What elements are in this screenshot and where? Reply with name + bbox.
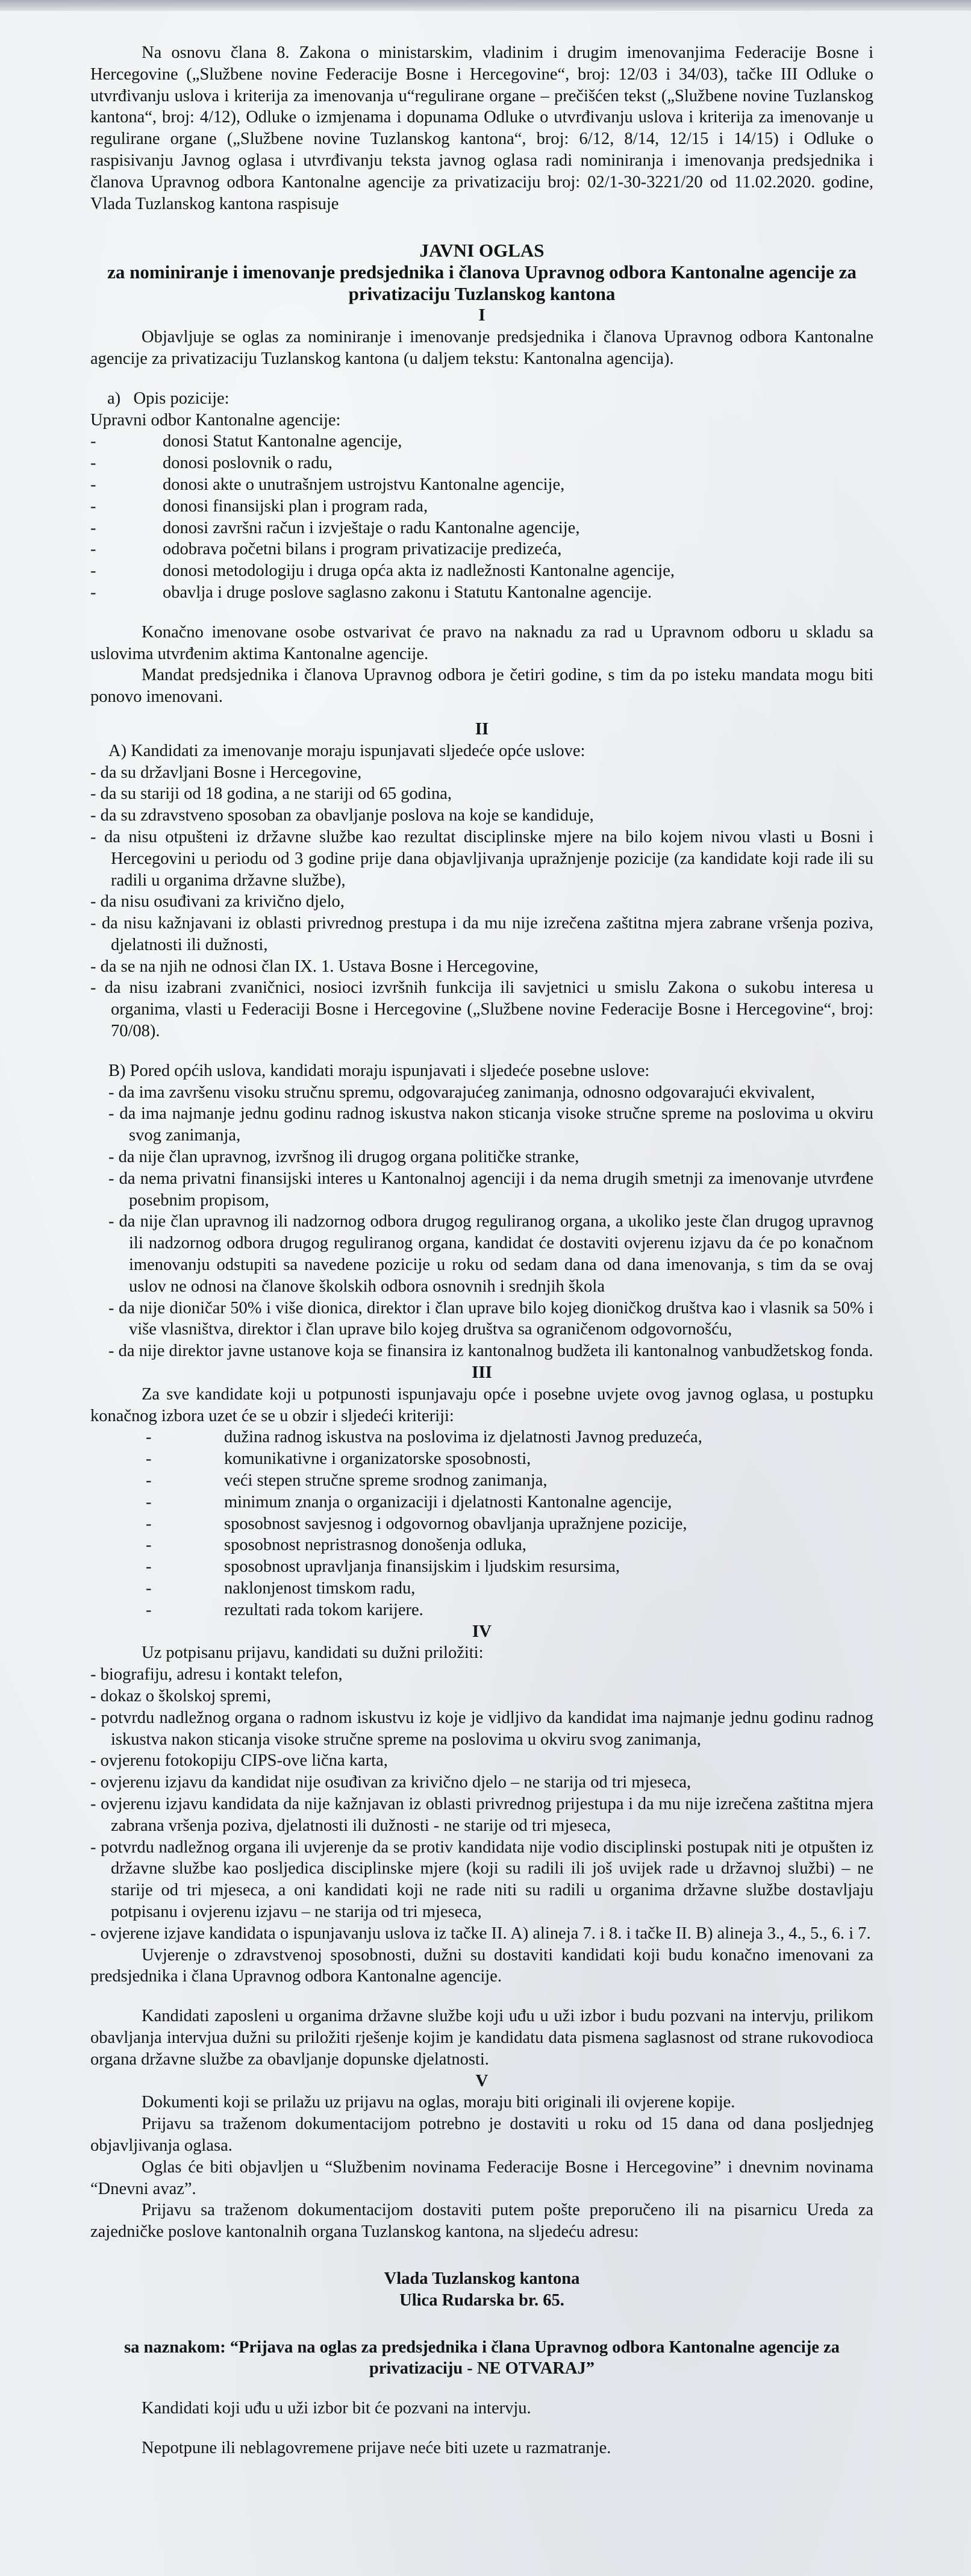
envelope-marking: sa naznakom: “Prijava na oglas za predsjednika i člana Upravnog odbora Kantonalne agencije za privatizaciju - NE OTVARAJ” <box>124 2337 840 2378</box>
board-duty-item: - obavlja i druge poslove saglasno zakonu i Statutu Kantonalne agencije. <box>90 582 873 604</box>
criterion-item: - sposobnost nepristrasnog donošenja odluka, <box>146 1534 873 1556</box>
special-condition-item: - da nije član upravnog, izvršnog ili drugog organa političke stranke, <box>108 1148 579 1167</box>
general-condition-item: - da su državljani Bosne i Hercegovine, <box>90 763 362 782</box>
required-document-item: - ovjerenu fotokopiju CIPS-ove lična karta, <box>90 1751 388 1771</box>
section-numeral-1: I <box>478 305 486 325</box>
special-condition-item: - da nije dioničar 50% i više dionica, direktor i član uprave bilo kojeg dioničkog društva kao i vlasnik sa 50% i više vlasništva, direktor i član uprave bilo kojeg društva sa ograničenom odgovornošću, <box>108 1298 873 1339</box>
criterion-item: - sposobnost savjesnog i odgovornog obavljanja upražnjene pozicije, <box>146 1513 873 1535</box>
required-document-item: - potvrdu nadležnog organa o radnom iskustvu iz koje je vidljivo da kandidat ima najmanje jednu godinu radnog iskustva nakon sticanja visoke stručne spreme na poslovima u okviru svog zanimanja, <box>90 1708 873 1749</box>
criteria-intro: Za sve kandidate koji u potpunosti ispunjavaju opće i posebne uvjete ovog javnog oglasa, u postupku konačnog izbora uzet će se u obzir i sljedeći kriteriji: <box>90 1384 873 1425</box>
criterion-item: - naklonjenost timskom radu, <box>146 1578 873 1599</box>
board-duty-item: - donosi metodologiju i druga opća akta iz nadležnosti Kantonalne agencije, <box>90 560 873 582</box>
required-document-item: - dokaz o školskoj spremi, <box>90 1686 272 1705</box>
criterion-item: - sposobnost upravljanja finansijskim i ljudskim resursima, <box>146 1556 873 1578</box>
board-duty-item: - donosi finansijski plan i program rada, <box>90 496 873 517</box>
required-document-item: - ovjerenu izjavu da kandidat nije osuđivan za krivično djelo – ne starija od tri mjeseca, <box>90 1773 692 1792</box>
notice-subtitle: za nominiranje i imenovanje predsjednika i članova Upravnog odbora Kantonalne agencije za privatizaciju Tuzlanskog kantona <box>107 261 857 305</box>
general-conditions-intro: A) Kandidati za imenovanje moraju ispunjavati sljedeće opće uslove: <box>108 741 585 760</box>
position-description-lead: Upravni odbor Kantonalne agencije: <box>90 410 341 430</box>
board-duties-list <box>90 431 873 603</box>
board-duty-item: - donosi poslovnik o radu, <box>90 452 873 474</box>
position-description-label: a) Opis pozicije: <box>107 389 229 408</box>
section-numeral-4: IV <box>472 1621 492 1641</box>
criterion-item: - veći stepen stručne spreme srodnog zanimanja, <box>146 1470 873 1492</box>
page-top-edge <box>0 0 971 11</box>
civil-servants-paragraph: Kandidati zaposleni u organima državne službe koji uđu u uži izbor i budu pozvani na intervju, prilikom obavljanja intervjua dužni su priložiti rješenje kojim je kandidatu data pismena saglasnost od strane rukovodioca organa državne službe za obavljanje dopunske djelatnosti. <box>90 2007 873 2069</box>
special-conditions-intro: B) Pored općih uslova, kandidati moraju ispunjavati i sljedeće posebne uslove: <box>108 1061 650 1080</box>
compensation-paragraph: Konačno imenovane osobe ostvarivat će pravo na naknadu za rad u Upravnom odboru u skladu sa uslovima utvrđenim aktima Kantonalne agencije. <box>90 622 873 663</box>
special-condition-item: - da ima najmanje jednu godinu radnog iskustva nakon sticanja visoke stručne spreme na poslovima u okviru svog zanimanja, <box>108 1104 873 1145</box>
interview-paragraph: Kandidati koji uđu u uži izbor bit će pozvani na intervju. <box>142 2399 531 2418</box>
general-condition-item: - da se na njih ne odnosi član IX. 1. Ustava Bosne i Hercegovine, <box>90 957 539 976</box>
required-document-item: - biografiju, adresu i kontakt telefon, <box>90 1665 343 1684</box>
required-document-item: - ovjerenu izjavu kandidata da nije kažnjavan iz oblasti privrednog prijestupa i da mu nije izrečena zaštitna mjera zabrana vršenja poziva, djelatnosti ili dužnosti - ne starije od tri mjeseca, <box>90 1794 873 1835</box>
general-condition-item: - da nisu otpušteni iz državne službe kao rezultat disciplinske mjere na bilo kojem nivou vlasti u Bosni i Hercegovini u periodu od 3 godine prije dana objavljivanja upražnjenje pozicije (za kandidate koji rade ili su radili u organima državne službe), <box>90 827 873 890</box>
criterion-item: - komunikativne i organizatorske sposobnosti, <box>146 1448 873 1470</box>
criterion-item: - dužina radnog iskustva na poslovima iz djelatnosti Javnog preduzeća, <box>146 1427 873 1448</box>
general-conditions-list <box>90 762 873 1042</box>
criterion-item: - rezultati rada tokom karijere. <box>146 1599 873 1621</box>
general-condition-item: - da su zdravstveno sposoban za obavljanje poslova na koje se kandiduje, <box>90 806 594 825</box>
special-condition-item: - da nema privatni finansijski interes u Kantonalnoj agenciji i da nema drugih smetnji za imenovanje utvrđene posebnim propisom, <box>108 1169 873 1210</box>
criterion-item: - minimum znanja o organizaciji i djelatnosti Kantonalne agencije, <box>146 1492 873 1513</box>
notice-title: JAVNI OGLAS <box>419 240 545 261</box>
required-documents-list <box>90 1664 873 1944</box>
address-line-2: Ulica Rudarska br. 65. <box>399 2290 564 2310</box>
legal-basis-paragraph: Na osnovu člana 8. Zakona o ministarskim, vladinim i drugim imenovanjima Federacije Bosne i Hercegovine („Službene novine Federacije Bosne i Hercegovine“, broj: 12/03 i 34/03), tačke III Odluke o utvrđivanju uslova i kriterija za imenovanja u“regulirane organe – prečišćen tekst („Službene novine Tuzlanskog kantona“, broj: 4/12), Odluke o izmjenama i dopunama Odluke o utvrđivanju uslova i kriterija za imenovanje u regulirane organe („Službene novine Tuzlanskog kantona“, broj: 6/12, 8/14, 12/15 i 14/15) i Odluke o raspisivanju Javnog oglasa i utvrđivanju teksta javnog oglasa radi nominiranja i imenovanja predsjednika i članova Upravnog odbora Kantonalne agencije za privatizaciju broj: 02/1-30-3221/20 od 11.02.2020. godine, Vlada Tuzlanskog kantona raspisuje <box>90 43 873 213</box>
mandate-paragraph: Mandat predsjednika i članova Upravnog odbora je četiri godine, s tim da po isteku mandata mogu biti ponovo imenovani. <box>90 666 873 707</box>
board-duty-item: - donosi završni račun i izvještaje o radu Kantonalne agencije, <box>90 517 873 539</box>
selection-criteria-list <box>146 1427 873 1621</box>
required-document-item: - potvrdu nadležnog organa ili uvjerenje da se protiv kandidata nije vodio disciplinski postupak niti je otpušten iz državne službe kao posljedica disciplinske mjere (koji su radili ili još uvijek rade u državnoj službi) – ne starije od tri mjeseca, a oni kandidati koji ne rade niti su radili u organima državne službe dostavljaju potpisanu i ovjerenu izjavu – ne starija od tri mjeseca, <box>90 1837 873 1921</box>
section-1-intro: Objavljuje se oglas za nominiranje i imenovanje predsjednika i članova Upravnog odbora Kantonalne agencije za privatizaciju Tuzlanskog kantona (u daljem tekstu: Kantonalna agencija). <box>90 328 873 368</box>
delivery-paragraph: Prijavu sa traženom dokumentacijom dostaviti putem pošte preporučeno ili na pisarnicu Ureda za zajedničke poslove kantonalnih organa Tuzlanskog kantona, na sljedeću adresu: <box>90 2201 873 2242</box>
board-duty-item: - odobrava početni bilans i program privatizacije predizeća, <box>90 539 873 560</box>
section-numeral-2: II <box>475 719 489 739</box>
required-document-item: - ovjerene izjave kandidata o ispunjavanju uslova iz tačke II. A) alineja 7. i 8. i tačke II. B) alineja 3., 4., 5., 6. i 7. <box>90 1924 871 1943</box>
documents-intro: Uz potpisanu prijavu, kandidati su dužni priložiti: <box>142 1643 484 1663</box>
general-condition-item: - da nisu kažnjavani iz oblasti privrednog prestupa i da mu nije izrečena zaštitna mjera zabrane vršenja poziva, djelatnosti ili dužnosti, <box>90 914 873 954</box>
special-conditions-list <box>90 1082 873 1362</box>
general-condition-item: - da nisu izabrani zvaničnici, nosioci izvršnih funkcija ili savjetnici u smislu Zakona o sukobu interesa u organima, vlasti u Federaciji Bosne i Hercegovine („Službene novine Federacije Bosne i Hercegovine“, broj: 70/08). <box>90 978 873 1041</box>
special-condition-item: - da nije direktor javne ustanove koja se finansira iz kantonalnog budžeta ili kantonalnog vanbudžetskog fonda. <box>108 1342 873 1361</box>
board-duty-item: - donosi akte o unutrašnjem ustrojstvu Kantonalne agencije, <box>90 474 873 496</box>
health-certificate-paragraph: Uvjerenje o zdravstvenoj sposobnosti, dužni su dostaviti kandidati koji budu konačno imenovani za predsjednika i člana Upravnog odbora Kantonalne agencije. <box>90 1945 873 1986</box>
public-notice <box>90 42 873 2459</box>
originals-paragraph: Dokumenti koji se prilažu uz prijavu na oglas, moraju biti originali ili ovjerene kopije. <box>142 2093 735 2112</box>
incomplete-applications-paragraph: Nepotpune ili neblagovremene prijave neće biti uzete u razmatranje. <box>142 2438 611 2457</box>
board-duty-item: - donosi Statut Kantonalne agencije, <box>90 431 873 452</box>
deadline-paragraph: Prijavu sa traženom dokumentacijom potrebno je dostaviti u roku od 15 dana od dana posljednjeg objavljivanja oglasa. <box>90 2115 873 2155</box>
special-condition-item: - da ima završenu visoku stručnu spremu, odgovarajućeg zanimanja, odnosno odgovarajući ekvivalent, <box>108 1083 815 1102</box>
section-numeral-5: V <box>475 2071 489 2090</box>
address-line-1: Vlada Tuzlanskog kantona <box>384 2269 580 2288</box>
section-numeral-3: III <box>472 1363 492 1383</box>
general-condition-item: - da nisu osuđivani za krivično djelo, <box>90 892 345 911</box>
special-condition-item: - da nije član upravnog ili nadzornog odbora drugog reguliranog organa, a ukoliko jeste član drugog upravnog ili nadzornog odbora drugog reguliranog organa, kandidat će dostaviti ovjerenu izjavu da će po konačnom imenovanju odstupiti sa navedene pozicije u roku od sedam dana od dana imenovanja, s tim da se ovaj uslov ne odnosi na članove školskih odbora osnovnih i srednjih škola <box>108 1212 873 1296</box>
publication-paragraph: Oglas će biti objavljen u “Službenim novinama Federacije Bosne i Hercegovine” i dnevnim novinama “Dnevni avaz”. <box>90 2157 873 2198</box>
general-condition-item: - da su stariji od 18 godina, a ne stariji od 65 godina, <box>90 784 452 804</box>
